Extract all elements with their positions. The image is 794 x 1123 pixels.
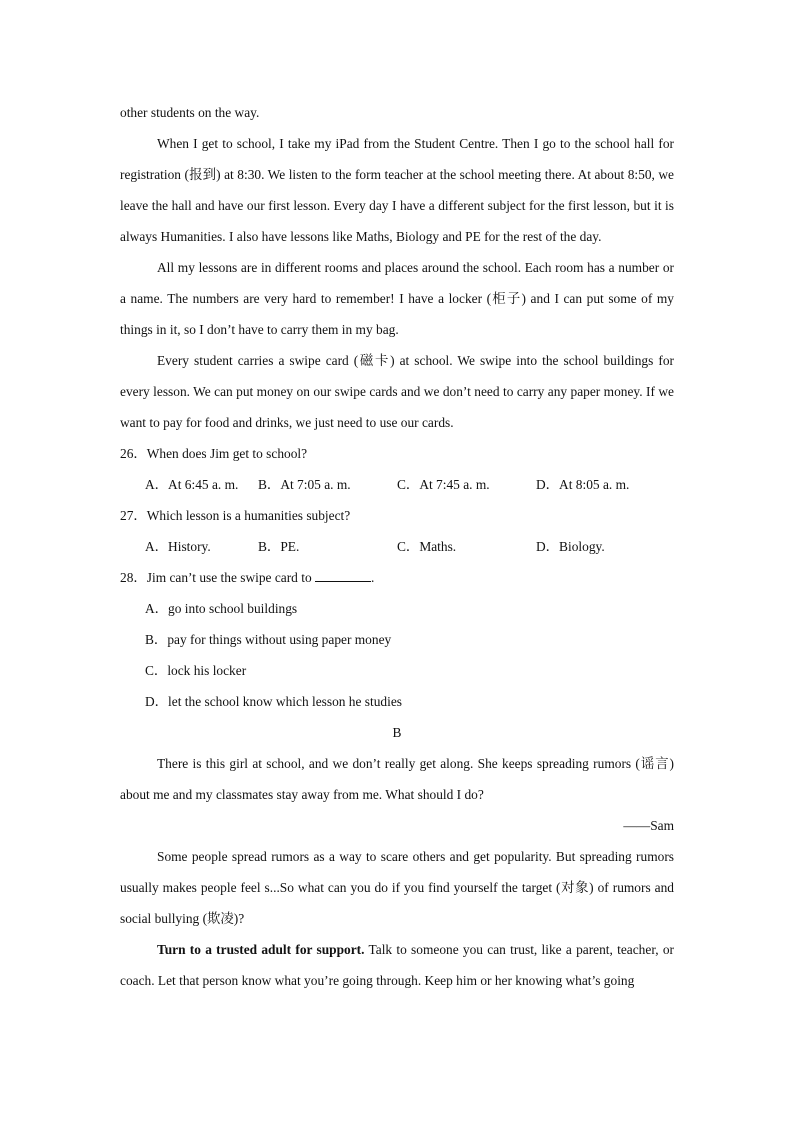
passage-a-continuation: other students on the way. — [120, 105, 260, 120]
question-28-option-a: A．go into school buildings — [145, 601, 298, 616]
question-27-stem: 27．Which lesson is a humanities subject? — [120, 508, 351, 523]
passage-b-letter: There is this girl at school, and we don’t really get along. She keeps spreading rumors (谣言) about me and my classmates stay away from me. What should I do? — [120, 756, 674, 802]
question-27-option-d: D．Biology. — [536, 539, 605, 554]
passage-b-signature: ——Sam — [623, 818, 674, 833]
question-28-stem-text: 28．Jim can’t use the swipe card to — [120, 570, 312, 585]
document-content — [120, 97, 674, 996]
question-27-option-a: A．History. — [145, 539, 211, 554]
question-26-option-b: B．At 7:05 a. m. — [258, 477, 351, 492]
passage-b-paragraph-1: Some people spread rumors as a way to scare others and get popularity. But spreading rumors usually makes people feel s...So what can you do if you find yourself the target (对象) of rumors and social bullying (欺凌)? — [120, 849, 674, 926]
passage-b-paragraph-2 — [120, 934, 674, 996]
question-28-option-b: B．pay for things without using paper money — [145, 632, 392, 647]
passage-a-paragraph-1: When I get to school, I take my iPad from the Student Centre. Then I go to the school hall for registration (报到) at 8:30. We listen to the form teacher at the school meeting there. At about 8:50, we leave the hall and have our first lesson. Every day I have a different subject for the first lesson, but it is always Humanities. I also have lessons like Maths, Biology and PE for the rest of the day. — [120, 136, 674, 244]
question-28-stem — [120, 562, 674, 593]
passage-b-paragraph-2-text: Talk to someone you can trust, like a parent, teacher, or coach. Let that person know what you’re going through. Keep him or her knowing what’s going — [120, 942, 675, 988]
question-26-stem: 26．When does Jim get to school? — [120, 446, 308, 461]
question-28-stem-end: . — [371, 570, 375, 585]
question-26-option-a: A．At 6:45 a. m. — [145, 477, 239, 492]
passage-b-heading: B — [392, 725, 402, 740]
answer-blank — [315, 569, 371, 582]
question-26-options — [120, 469, 674, 500]
passage-a-paragraph-3: Every student carries a swipe card (磁卡) at school. We swipe into the school buildings for every lesson. We can put money on our swipe cards and we don’t need to carry any paper money. If we want to pay for food and drinks, we just need to use our cards. — [120, 353, 674, 430]
question-27-options — [120, 531, 674, 562]
question-28-option-d: D．let the school know which lesson he studies — [145, 694, 402, 709]
passage-a-paragraph-2: All my lessons are in different rooms and places around the school. Each room has a number or a name. The numbers are very hard to remember! I have a locker (柜子) and I can put some of my things in it, so I don’t have to carry them in my bag. — [120, 260, 674, 337]
question-26-option-c: C．At 7:45 a. m. — [397, 477, 490, 492]
passage-b-paragraph-2-bold: Turn to a trusted adult for support. — [157, 942, 365, 957]
question-27-option-b: B．PE. — [258, 539, 300, 554]
question-26-option-d: D．At 8:05 a. m. — [536, 477, 630, 492]
question-28-option-c: C．lock his locker — [145, 663, 247, 678]
question-27-option-c: C．Maths. — [397, 539, 457, 554]
